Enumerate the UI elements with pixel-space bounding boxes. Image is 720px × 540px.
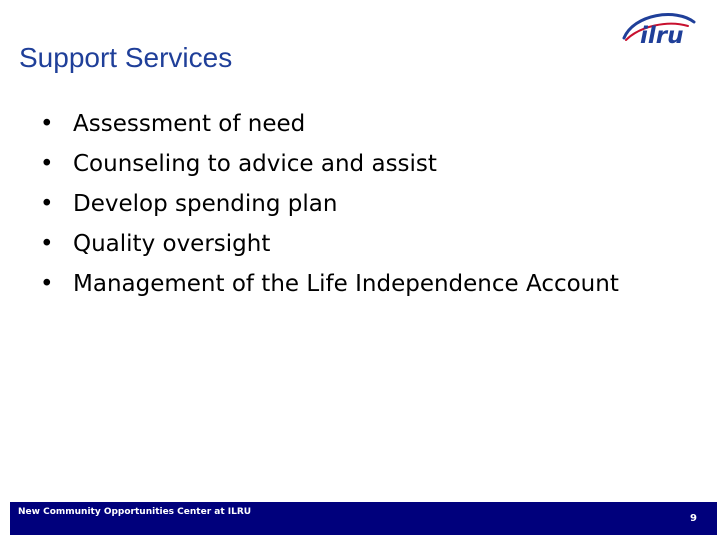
bullet-marker: • xyxy=(40,111,54,137)
bullet-text: Management of the Life Independence Account xyxy=(73,271,619,297)
footer-bar xyxy=(10,502,717,535)
bullet-marker: • xyxy=(40,191,54,217)
footer-text: New Community Opportunities Center at ILRU xyxy=(18,507,252,517)
bullet-marker: • xyxy=(40,231,54,257)
bullet-text: Assessment of need xyxy=(73,111,306,137)
bullet-text: Quality oversight xyxy=(73,231,271,257)
bullet-marker: • xyxy=(40,151,54,177)
logo-text: ilru xyxy=(640,23,684,49)
ilru-logo xyxy=(620,8,700,54)
page-number: 9 xyxy=(690,513,697,524)
bullet-text: Develop spending plan xyxy=(73,191,338,217)
bullet-marker: • xyxy=(40,271,54,297)
bullet-text: Counseling to advice and assist xyxy=(73,151,437,177)
slide-title: Support Services xyxy=(19,42,233,73)
